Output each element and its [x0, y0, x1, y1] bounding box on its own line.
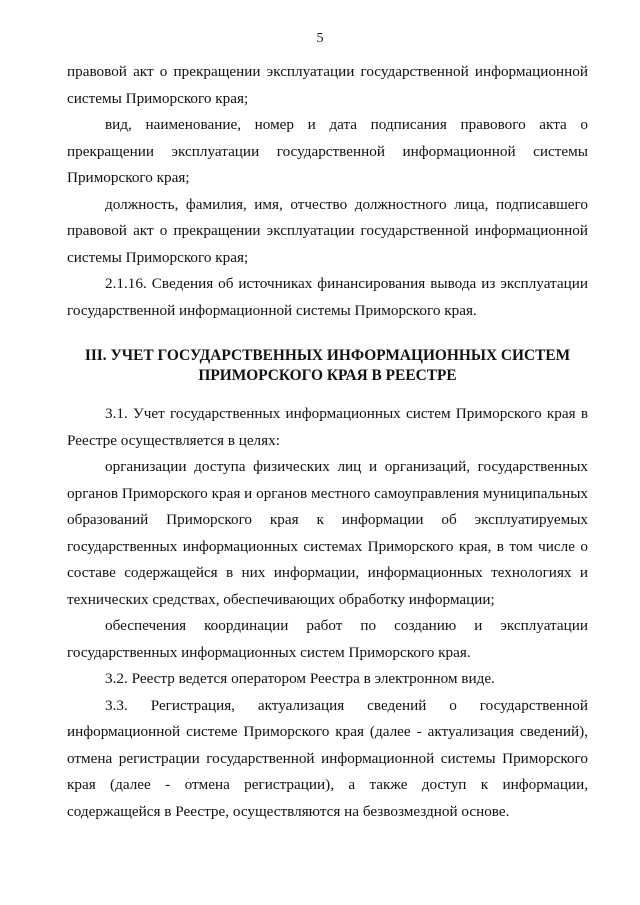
paragraph-official: должность, фамилия, имя, отчество должностного лица, подписавшего правовой акт о прекращении эксплуатации государственной информационной системы Приморского края; [67, 195, 588, 266]
page-number: 5 [316, 31, 324, 46]
paragraph-access: организации доступа физических лиц и организаций, государственных органов Приморского края и органов местного самоуправления муниципальных образований Приморского края к информации об эксплуатируемых государственных информационных системах Приморского края, в том числе о составе содержащейся в них информации, информационных технологиях и технических средствах, обеспечивающих обработку информации; [67, 458, 588, 608]
section-heading [67, 346, 588, 386]
section-heading-line1: III. УЧЕТ ГОСУДАРСТВЕННЫХ ИНФОРМАЦИОННЫХ СИСТЕМ [84, 347, 571, 364]
paragraph-coordination: обеспечения координации работ по созданию и эксплуатации государственных информационных систем Приморского края. [67, 617, 588, 661]
paragraph-2-1-16: 2.1.16. Сведения об источниках финансирования вывода из эксплуатации государственной информационной системы Приморского края. [67, 275, 588, 319]
section-heading-line2: ПРИМОРСКОГО КРАЯ В РЕЕСТРЕ [198, 367, 457, 384]
paragraph-legal-act: правовой акт о прекращении эксплуатации государственной информационной системы Приморского края; [67, 63, 588, 107]
paragraph-3-3: 3.3. Регистрация, актуализация сведений о государственной информационной системе Приморского края (далее - актуализация сведений), отмена регистрации государственной информационной системы Приморского края (далее - отмена регистрации), а также доступ к информации, содержащейся в Реестре, осуществляются на безвозмездной основе. [67, 696, 588, 820]
paragraph-3-1: 3.1. Учет государственных информационных систем Приморского края в Реестре осуществляется в целях: [67, 405, 588, 449]
bottom-text-block [67, 401, 588, 825]
paragraph-3-2: 3.2. Реестр ведется оператором Реестра в электронном виде. [105, 670, 495, 687]
paragraph-act-details: вид, наименование, номер и дата подписания правового акта о прекращении эксплуатации государственной информационной системы Приморского края; [67, 116, 588, 186]
top-text-block [67, 59, 588, 324]
